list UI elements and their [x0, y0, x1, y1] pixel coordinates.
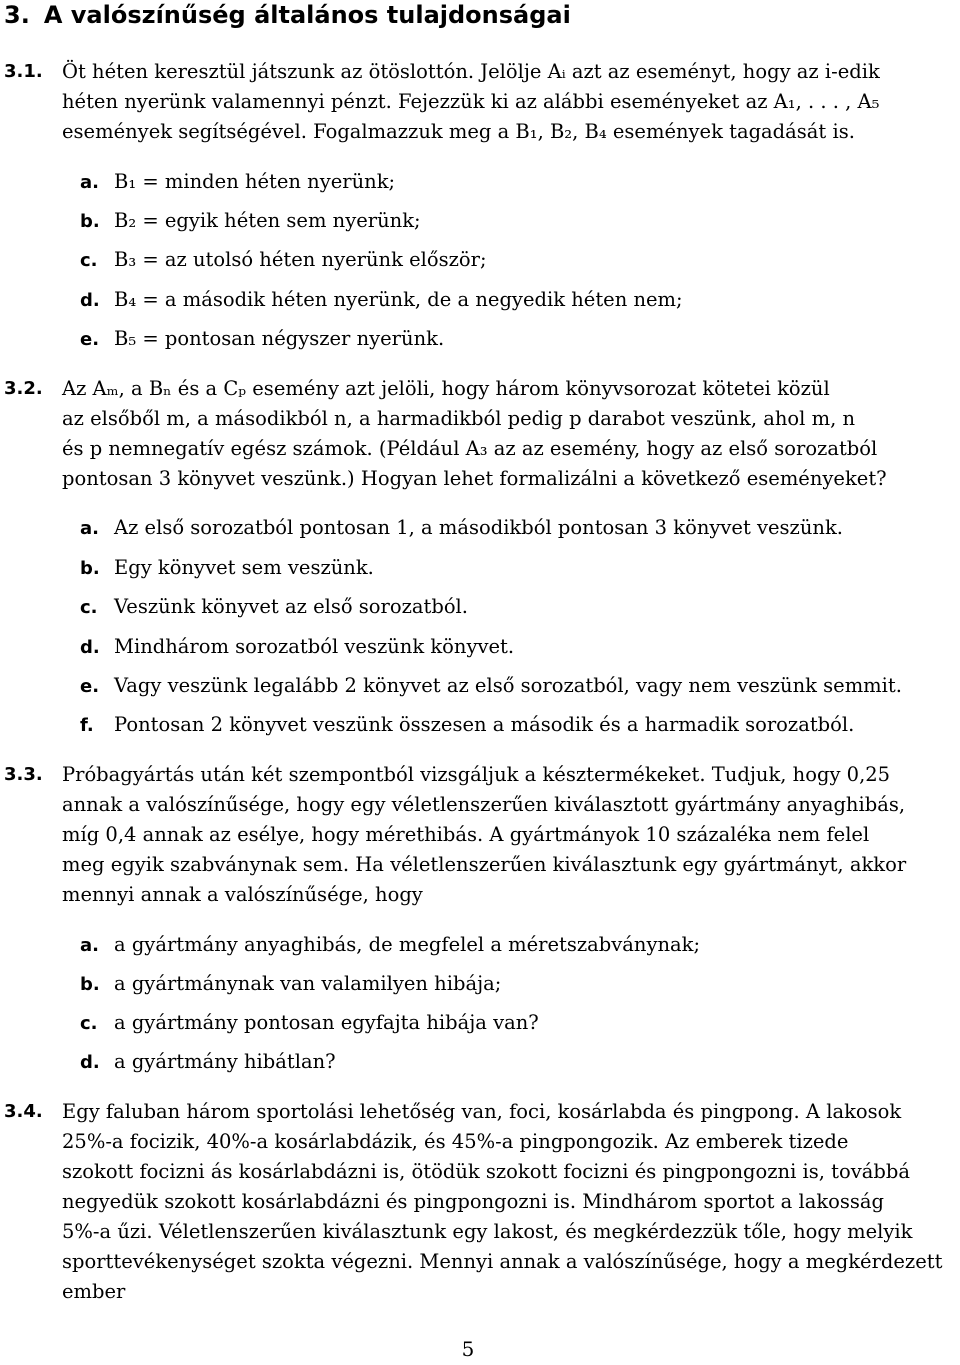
problem-text-line: szokott focizni ás kosárlabdázni is, ötödük szokott focizni és pingpongozni is, továbbá [62, 1160, 910, 1183]
problem-text-line: sporttevékenységet szokta végezni. Mennyi annak a valószínűsége, hogy a megkérdezett [62, 1250, 943, 1273]
item-label: c. [80, 597, 98, 618]
item-label: e. [80, 676, 100, 697]
section-heading [4, 0, 571, 30]
item-text: B₅ = pontosan négyszer nyerünk. [114, 327, 445, 350]
page-number: 5 [461, 1337, 475, 1361]
list-item [80, 554, 374, 583]
list-item [80, 593, 468, 622]
problem-number: 3.1. [4, 61, 43, 82]
item-label: c. [80, 1013, 98, 1034]
list-item [80, 1009, 539, 1038]
item-text: Az első sorozatból pontosan 1, a másodikból pontosan 3 könyvet veszünk. [114, 516, 843, 539]
item-text: a gyártmány hibátlan? [114, 1050, 336, 1073]
problem-number: 3.3. [4, 764, 43, 785]
problem-text-line: 25%-a focizik, 40%-a kosárlabdázik, és 45%-a pingpongozik. Az emberek tizede [62, 1130, 849, 1153]
list-item [80, 246, 487, 275]
problem-text-line: 5%-a űzi. Véletlenszerűen kiválasztunk egy lakost, és megkérdezzük tőle, hogy melyik [62, 1220, 913, 1243]
item-text: Veszünk könyvet az első sorozatból. [114, 595, 468, 618]
problem-text-line: Öt héten keresztül játszunk az ötöslottón. Jelölje Aᵢ azt az eseményt, hogy az i-edik [62, 60, 880, 83]
item-text: Egy könyvet sem veszünk. [114, 556, 374, 579]
item-text: B₄ = a második héten nyerünk, de a negyedik héten nem; [114, 288, 683, 311]
problem-text-line: negyedük szokott kosárlabdázni és pingpongozni is. Mindhárom sportot a lakosság [62, 1190, 884, 1213]
item-text: a gyártmány pontosan egyfajta hibája van? [114, 1011, 539, 1034]
section-number: 3. [4, 1, 30, 29]
item-text: Mindhárom sorozatból veszünk könyvet. [114, 635, 515, 658]
problem-text-line: mennyi annak a valószínűsége, hogy [62, 883, 423, 906]
problem-number: 3.2. [4, 378, 43, 399]
item-label: a. [80, 935, 99, 956]
list-item [80, 514, 843, 543]
item-label: c. [80, 250, 98, 271]
item-label: f. [80, 715, 94, 736]
item-text: a gyártmánynak van valamilyen hibája; [114, 972, 502, 995]
item-label: d. [80, 290, 100, 311]
item-label: a. [80, 518, 99, 539]
item-text: B₂ = egyik héten sem nyerünk; [114, 209, 421, 232]
item-text: B₃ = az utolsó héten nyerünk először; [114, 248, 487, 271]
problem-text-line: míg 0,4 annak az esélye, hogy mérethibás. A gyártmányok 10 százaléka nem felel [62, 823, 870, 846]
list-item [80, 286, 683, 315]
problem-text-line: Egy faluban három sportolási lehetőség van, foci, kosárlabda és pingpong. A lakosok [62, 1100, 902, 1123]
list-item [80, 1048, 336, 1077]
item-label: b. [80, 211, 100, 232]
list-item [80, 970, 501, 999]
problem-number: 3.4. [4, 1101, 43, 1122]
problem-text-line: az elsőből m, a másodikból n, a harmadikból pedig p darabot veszünk, ahol m, n [62, 407, 856, 430]
list-item [80, 325, 444, 354]
item-text: Vagy veszünk legalább 2 könyvet az első sorozatból, vagy nem veszünk semmit. [114, 674, 902, 697]
item-label: b. [80, 558, 100, 579]
section-title: A valószínűség általános tulajdonságai [43, 1, 571, 29]
list-item [80, 931, 700, 960]
problem-text-line: események segítségével. Fogalmazzuk meg a B₁, B₂, B₄ események tagadását is. [62, 120, 855, 143]
item-label: d. [80, 1052, 100, 1073]
list-item [80, 168, 395, 197]
item-label: e. [80, 329, 100, 350]
item-text: a gyártmány anyaghibás, de megfelel a méretszabványnak; [114, 933, 701, 956]
list-item [80, 711, 854, 740]
list-item [80, 633, 514, 662]
problem-text-line: ember [62, 1280, 126, 1303]
item-label: d. [80, 637, 100, 658]
item-text: B₁ = minden héten nyerünk; [114, 170, 396, 193]
problem-text-line: Próbagyártás után két szempontból vizsgáljuk a késztermékeket. Tudjuk, hogy 0,25 [62, 763, 891, 786]
list-item [80, 207, 421, 236]
problem-text-line: annak a valószínűsége, hogy egy véletlenszerűen kiválasztott gyártmány anyaghibás, [62, 793, 906, 816]
list-item [80, 672, 902, 701]
problem-text-line: Az Aₘ, a Bₙ és a Cₚ esemény azt jelöli, hogy három könyvsorozat kötetei közül [62, 377, 830, 400]
item-label: a. [80, 172, 99, 193]
problem-text-line: és p nemnegatív egész számok. (Például A₃ az az esemény, hogy az első sorozatból [62, 437, 878, 460]
problem-text-line: meg egyik szabványnak sem. Ha véletlenszerűen kiválasztunk egy gyártmányt, akkor [62, 853, 907, 876]
item-label: b. [80, 974, 100, 995]
problem-text-line: héten nyerünk valamennyi pénzt. Fejezzük ki az alábbi eseményeket az A₁, . . . , A₅ [62, 90, 880, 113]
problem-text-line: pontosan 3 könyvet veszünk.) Hogyan lehet formalizálni a következő eseményeket? [62, 467, 887, 490]
item-text: Pontosan 2 könyvet veszünk összesen a második és a harmadik sorozatból. [114, 713, 855, 736]
